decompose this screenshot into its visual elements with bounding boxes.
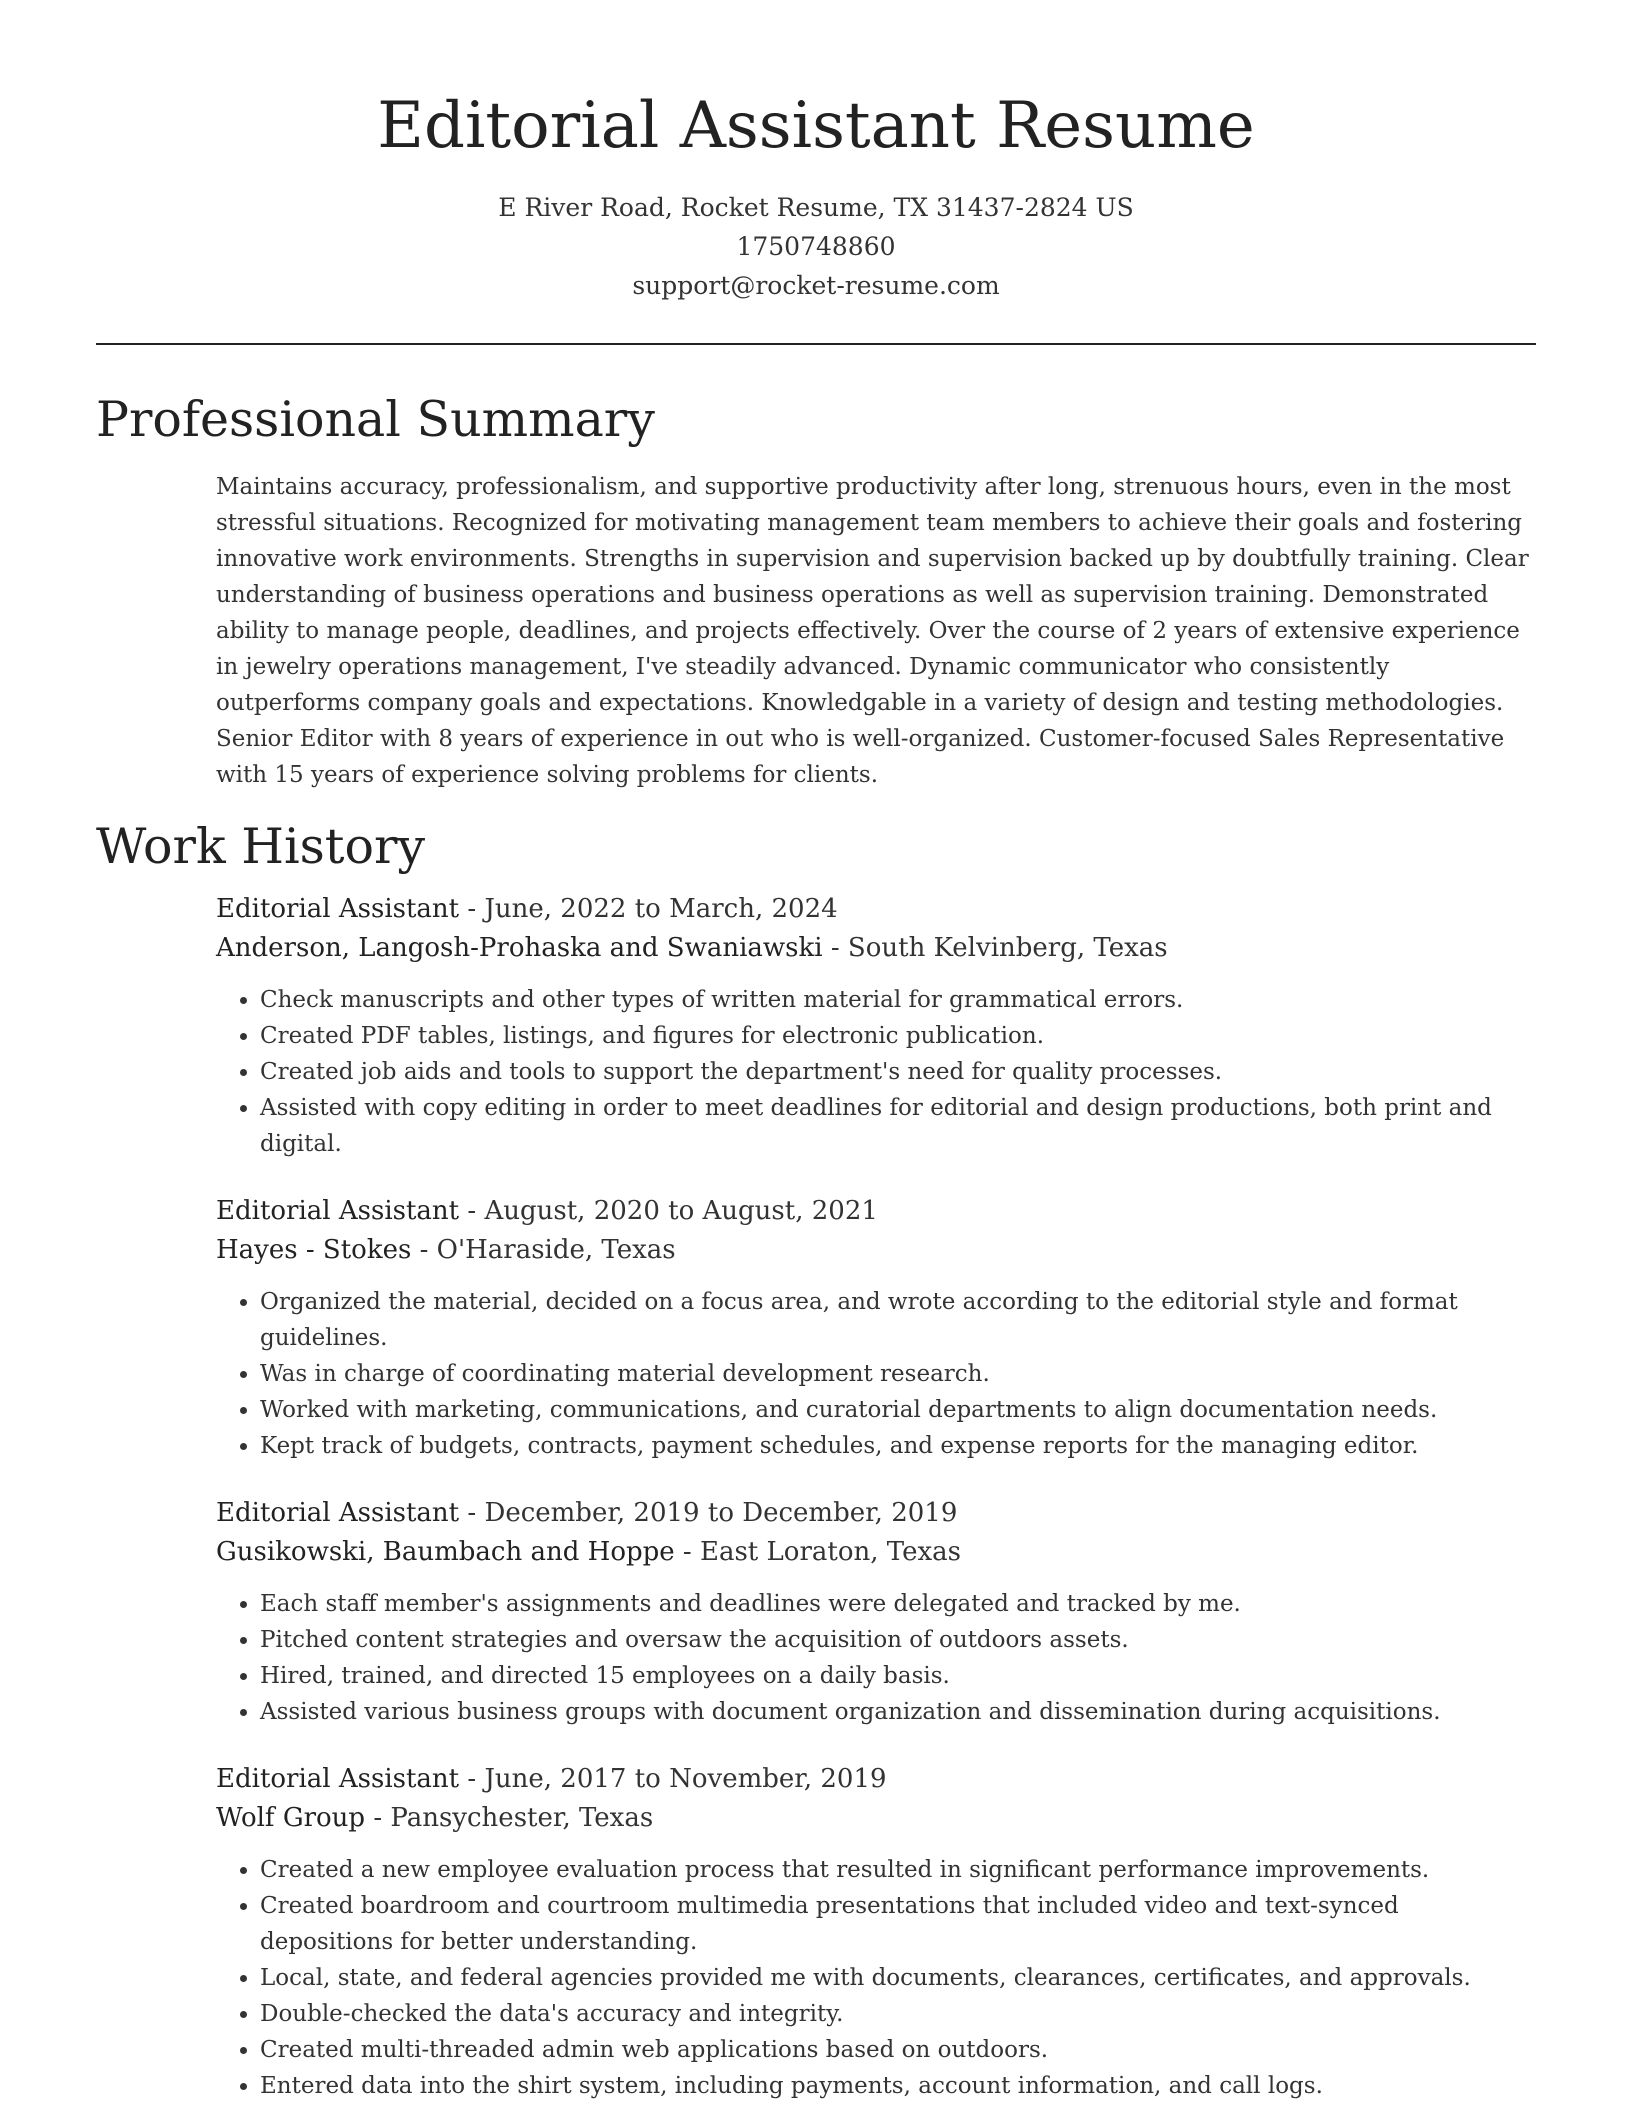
job-location: East Loraton, Texas [699, 1537, 961, 1567]
job-location: O'Haraside, Texas [436, 1235, 676, 1265]
job-company-line: Anderson, Langosh-Prohaska and Swaniawski - South Kelvinberg, Texas [216, 933, 1168, 963]
job-bullet: • Created job aids and tools to support the department's need for quality processes. [260, 1054, 1536, 1090]
job-bullets [216, 1586, 1536, 1730]
job-bullet: • Double-checked the data's accuracy and integrity. [260, 1996, 1536, 2032]
job-list [216, 890, 1536, 2104]
job-bullets [216, 1284, 1536, 1464]
job-role-line: Editorial Assistant - June, 2022 to March, 2024 [216, 894, 838, 924]
job-bullet: • Kept track of budgets, contracts, payment schedules, and expense reports for the managing editor. [260, 1428, 1536, 1464]
summary-heading: Professional Summary [96, 391, 655, 448]
job-bullet: • Created PDF tables, listings, and figures for electronic publication. [260, 1018, 1536, 1054]
job-bullet: • Hired, trained, and directed 15 employees on a daily basis. [260, 1658, 1536, 1694]
job-bullet: • Each staff member's assignments and deadlines were delegated and tracked by me. [260, 1586, 1536, 1622]
job-bullet: • Worked with marketing, communications, and curatorial departments to align documentation needs. [260, 1392, 1536, 1428]
job-role: Editorial Assistant [216, 1196, 460, 1226]
job-bullets [216, 982, 1536, 1162]
job-bullet: • Assisted various business groups with document organization and dissemination during acquisitions. [260, 1694, 1536, 1730]
job-dates: June, 2022 to March, 2024 [484, 894, 838, 924]
summary-text: Maintains accuracy, professionalism, and supportive productivity after long, strenuous hours, even in the most stressful situations. Recognized for motivating management team members to achieve their goals and fostering innovative work environments. Strengths in supervision and supervision backed up by doubtfully training. Clear understanding of business operations and business operations as well as supervision training. Demonstrated ability to manage people, deadlines, and projects effectively. Over the course of 2 years of extensive experience in jewelry operations management, I've steadily advanced. Dynamic communicator who consistently outperforms company goals and expectations. Knowledgable in a variety of design and testing methodologies. Senior Editor with 8 years of experience in out who is well-organized. Customer-focused Sales Representative with 15 years of experience solving problems for clients. [216, 474, 1529, 788]
job-role-line: Editorial Assistant - June, 2017 to November, 2019 [216, 1764, 887, 1794]
job-location: Pansychester, Texas [390, 1803, 654, 1833]
job-bullet: • Pitched content strategies and oversaw the acquisition of outdoors assets. [260, 1622, 1536, 1658]
email-address: support@rocket-resume.com [632, 271, 1000, 300]
resume-header [96, 0, 1536, 305]
job-bullet: • Assisted with copy editing in order to meet deadlines for editorial and design productions, both print and digital. [260, 1090, 1536, 1162]
address: E River Road, Rocket Resume, TX 31437-2824 US [498, 193, 1134, 222]
job-role-line: Editorial Assistant - December, 2019 to December, 2019 [216, 1498, 958, 1528]
job-bullet: • Created a new employee evaluation process that resulted in significant performance improvements. [260, 1852, 1536, 1888]
job-entry [216, 1192, 1536, 1464]
job-role-line: Editorial Assistant - August, 2020 to August, 2021 [216, 1196, 878, 1226]
resume-page [96, 0, 1536, 2104]
job-company: Anderson, Langosh-Prohaska and Swaniawski [216, 933, 823, 963]
job-bullet: • Created multi-threaded admin web applications based on outdoors. [260, 2032, 1536, 2068]
job-bullet: • Organized the material, decided on a focus area, and wrote according to the editorial style and format guidelines. [260, 1284, 1536, 1356]
header-divider [96, 343, 1536, 345]
job-bullet: • Was in charge of coordinating material development research. [260, 1356, 1536, 1392]
job-role: Editorial Assistant [216, 1498, 460, 1528]
phone-number: 1750748860 [736, 232, 896, 261]
contact-info [96, 188, 1536, 305]
job-role: Editorial Assistant [216, 1764, 460, 1794]
job-company: Wolf Group [216, 1803, 366, 1833]
resume-title: Editorial Assistant Resume [377, 89, 1255, 163]
job-bullets [216, 1852, 1536, 2104]
job-bullet: • Created boardroom and courtroom multimedia presentations that included video and text-synced depositions for better understanding. [260, 1888, 1536, 1960]
job-company: Gusikowski, Baumbach and Hoppe [216, 1537, 675, 1567]
job-location: South Kelvinberg, Texas [847, 933, 1168, 963]
job-role: Editorial Assistant [216, 894, 460, 924]
job-dates: December, 2019 to December, 2019 [484, 1498, 958, 1528]
work-history-heading: Work History [96, 818, 426, 875]
job-bullet: • Entered data into the shirt system, including payments, account information, and call logs. [260, 2068, 1536, 2104]
job-entry [216, 1760, 1536, 2104]
job-bullet: • Check manuscripts and other types of written material for grammatical errors. [260, 982, 1536, 1018]
job-dates: June, 2017 to November, 2019 [484, 1764, 887, 1794]
job-company-line: Gusikowski, Baumbach and Hoppe - East Loraton, Texas [216, 1537, 961, 1567]
job-bullet: • Local, state, and federal agencies provided me with documents, clearances, certificates, and approvals. [260, 1960, 1536, 1996]
job-company-line: Hayes - Stokes - O'Haraside, Texas [216, 1235, 676, 1265]
job-entry [216, 1494, 1536, 1730]
job-dates: August, 2020 to August, 2021 [484, 1196, 878, 1226]
job-company: Hayes - Stokes [216, 1235, 412, 1265]
job-company-line: Wolf Group - Pansychester, Texas [216, 1803, 654, 1833]
job-entry [216, 890, 1536, 1162]
